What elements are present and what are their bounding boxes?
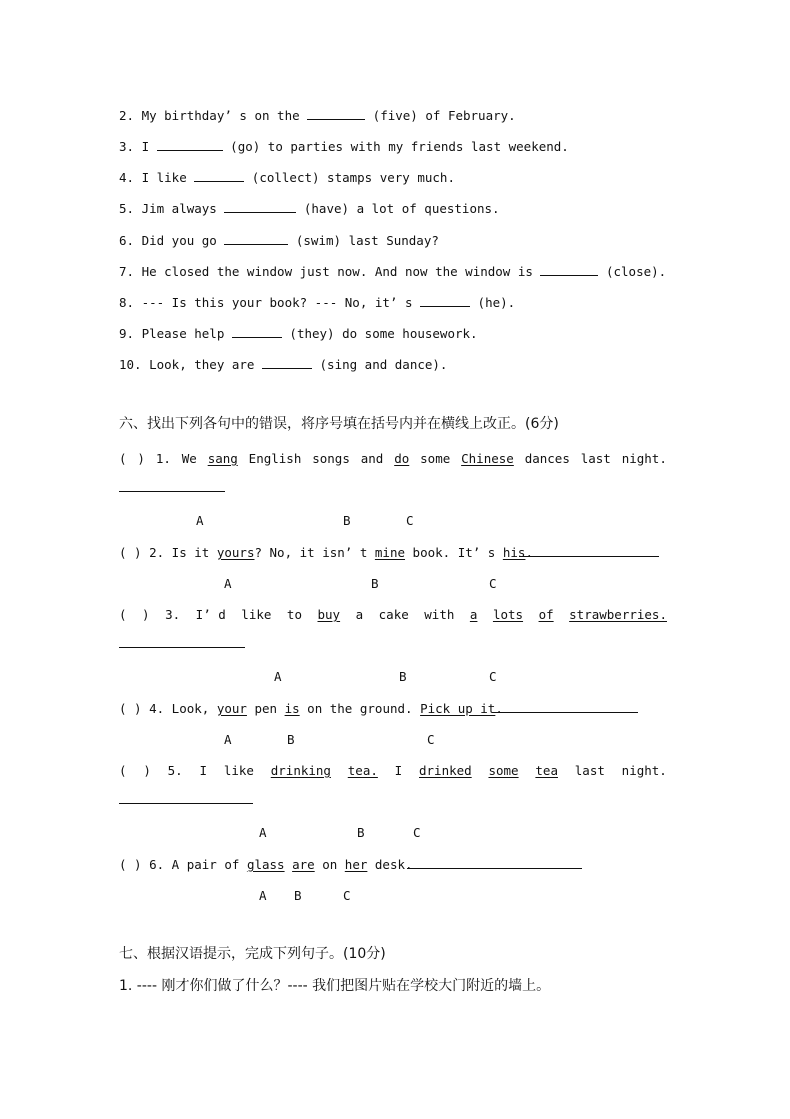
answer-blank[interactable] xyxy=(540,264,598,276)
option-letter: B xyxy=(287,732,295,747)
answer-blank[interactable] xyxy=(157,139,223,151)
correction-blank[interactable] xyxy=(519,545,659,557)
question-text: (five) of February. xyxy=(365,108,516,123)
underlined-word-c: his xyxy=(502,545,526,560)
underlined-word-b: mine xyxy=(374,545,406,560)
option-letter: A xyxy=(224,732,232,747)
underlined-word-a: drinking xyxy=(270,763,331,778)
underlined-word-a: your xyxy=(216,701,247,716)
underlined-word-c: Chinese xyxy=(461,451,514,466)
underlined-word-b: are xyxy=(292,857,315,872)
correction-blank[interactable] xyxy=(407,857,582,869)
word: I xyxy=(394,763,403,778)
question-text: (he). xyxy=(470,295,516,310)
word: with xyxy=(424,607,455,622)
error-sentence-2 xyxy=(119,545,533,561)
question-text: 10. Look, they are xyxy=(119,357,262,372)
question-8 xyxy=(119,295,515,311)
sentence-text: . xyxy=(525,545,533,560)
option-letter: A xyxy=(196,513,204,528)
question-text: 7. He closed the window just now. And now the window is xyxy=(119,264,541,279)
answer-blank[interactable] xyxy=(224,201,296,213)
question-text: (swim) last Sunday? xyxy=(288,233,439,248)
option-letter: C xyxy=(489,576,497,591)
answer-blank[interactable] xyxy=(262,357,312,369)
sentence-text xyxy=(285,857,293,872)
underlined-word-b: drinked xyxy=(419,763,472,778)
option-letter: A xyxy=(259,825,267,840)
underlined-word-a: buy xyxy=(317,607,341,622)
error-sentence-6 xyxy=(119,857,413,873)
word: I’ d xyxy=(195,607,226,622)
answer-blank[interactable] xyxy=(194,170,244,182)
correction-blank[interactable] xyxy=(492,701,638,713)
word: I xyxy=(199,763,208,778)
underlined-word-b: do xyxy=(394,451,410,466)
question-text: (sing and dance). xyxy=(312,357,448,372)
option-letter: B xyxy=(343,513,351,528)
word: some xyxy=(420,451,451,466)
question-text: 3. I xyxy=(119,139,157,154)
question-text: (they) do some housework. xyxy=(281,326,478,341)
option-letter: A xyxy=(274,669,282,684)
word: ( xyxy=(119,451,127,466)
section-7-heading: 七、根据汉语提示，完成下列句子。(10分) xyxy=(119,946,386,962)
error-sentence-3 xyxy=(119,607,667,623)
word: ( xyxy=(119,763,127,778)
error-sentence-5 xyxy=(119,763,667,779)
underlined-word-c: tea xyxy=(535,763,558,778)
question-text: 4. I like xyxy=(119,170,195,185)
word: songs xyxy=(312,451,350,466)
word: We xyxy=(181,451,197,466)
option-letter: B xyxy=(294,888,302,903)
word: 3. xyxy=(165,607,181,622)
underlined-word-c: some xyxy=(488,763,519,778)
sentence-text: ( ) 4. Look, xyxy=(119,701,217,716)
question-text: 5. Jim always xyxy=(119,201,225,216)
word: and xyxy=(360,451,384,466)
error-sentence-1 xyxy=(119,451,667,467)
word: a xyxy=(355,607,364,622)
sentence-text: on xyxy=(314,857,345,872)
option-letter: C xyxy=(343,888,351,903)
translation-question-1: 1. ---- 刚才你们做了什么？---- 我们把图片贴在学校大门附近的墙上。 xyxy=(119,978,551,994)
word: 5. xyxy=(167,763,183,778)
sentence-text: book. It’ s xyxy=(405,545,503,560)
question-6 xyxy=(119,233,439,249)
question-7 xyxy=(119,264,666,280)
sentence-text: pen xyxy=(246,701,285,716)
word: dances xyxy=(524,451,570,466)
question-text: (go) to parties with my friends last weekend. xyxy=(222,139,569,154)
sentence-text: ( ) 6. A pair of xyxy=(119,857,247,872)
word: 1. xyxy=(155,451,171,466)
word: last xyxy=(574,763,605,778)
word: cake xyxy=(378,607,409,622)
word: like xyxy=(241,607,272,622)
word: ) xyxy=(143,763,151,778)
sentence-text: ? No, it isn’ t xyxy=(254,545,375,560)
sentence-text: . xyxy=(495,701,503,716)
underlined-word-c: her xyxy=(344,857,368,872)
section-6-heading: 六、找出下列各句中的错误，将序号填在括号内并在横线上改正。(6分) xyxy=(119,416,559,432)
question-text: 9. Please help xyxy=(119,326,232,341)
word: to xyxy=(286,607,302,622)
option-letter: C xyxy=(427,732,435,747)
question-text: (collect) stamps very much. xyxy=(244,170,455,185)
underlined-word-a: tea. xyxy=(347,763,378,778)
underlined-word-b: a xyxy=(469,607,478,622)
correction-blank[interactable] xyxy=(119,636,245,648)
answer-blank[interactable] xyxy=(307,108,365,120)
underlined-word-a: glass xyxy=(246,857,285,872)
answer-blank[interactable] xyxy=(420,295,470,307)
underlined-word-a: yours xyxy=(216,545,255,560)
error-sentence-4 xyxy=(119,701,503,717)
sentence-text: ( ) 2. Is it xyxy=(119,545,217,560)
question-9 xyxy=(119,326,478,342)
option-letter: B xyxy=(357,825,365,840)
question-5 xyxy=(119,201,500,217)
sentence-text: desk. xyxy=(367,857,413,872)
underlined-word-a: sang xyxy=(207,451,238,466)
question-text: 6. Did you go xyxy=(119,233,225,248)
option-letter: A xyxy=(259,888,267,903)
option-letter: C xyxy=(413,825,421,840)
underlined-word-b: of xyxy=(538,607,554,622)
answer-blank[interactable] xyxy=(224,233,288,245)
option-letter: B xyxy=(399,669,407,684)
word: night. xyxy=(621,451,667,466)
word: ) xyxy=(137,451,145,466)
word: English xyxy=(248,451,302,466)
question-text: (have) a lot of questions. xyxy=(296,201,500,216)
word: last xyxy=(580,451,611,466)
option-letter: A xyxy=(224,576,232,591)
question-text: 8. --- Is this your book? --- No, it’ s xyxy=(119,295,421,310)
question-4 xyxy=(119,170,455,186)
correction-blank[interactable] xyxy=(119,792,253,804)
word: like xyxy=(223,763,254,778)
underlined-word-c: strawberries. xyxy=(569,607,667,622)
underlined-word-b: is xyxy=(284,701,300,716)
question-2 xyxy=(119,108,516,124)
sentence-text: on the ground. xyxy=(299,701,421,716)
question-text: (close). xyxy=(598,264,667,279)
underlined-word-c: Pick up it xyxy=(420,701,496,716)
question-3 xyxy=(119,139,569,155)
question-10 xyxy=(119,357,447,373)
word: ) xyxy=(142,607,150,622)
option-letter: B xyxy=(371,576,379,591)
question-text: 2. My birthday’ s on the xyxy=(119,108,308,123)
option-letter: C xyxy=(406,513,414,528)
answer-blank[interactable] xyxy=(232,326,282,338)
correction-blank[interactable] xyxy=(119,480,225,492)
word: ( xyxy=(119,607,127,622)
word: night. xyxy=(621,763,667,778)
option-letter: C xyxy=(489,669,497,684)
underlined-word-b: lots xyxy=(492,607,524,622)
